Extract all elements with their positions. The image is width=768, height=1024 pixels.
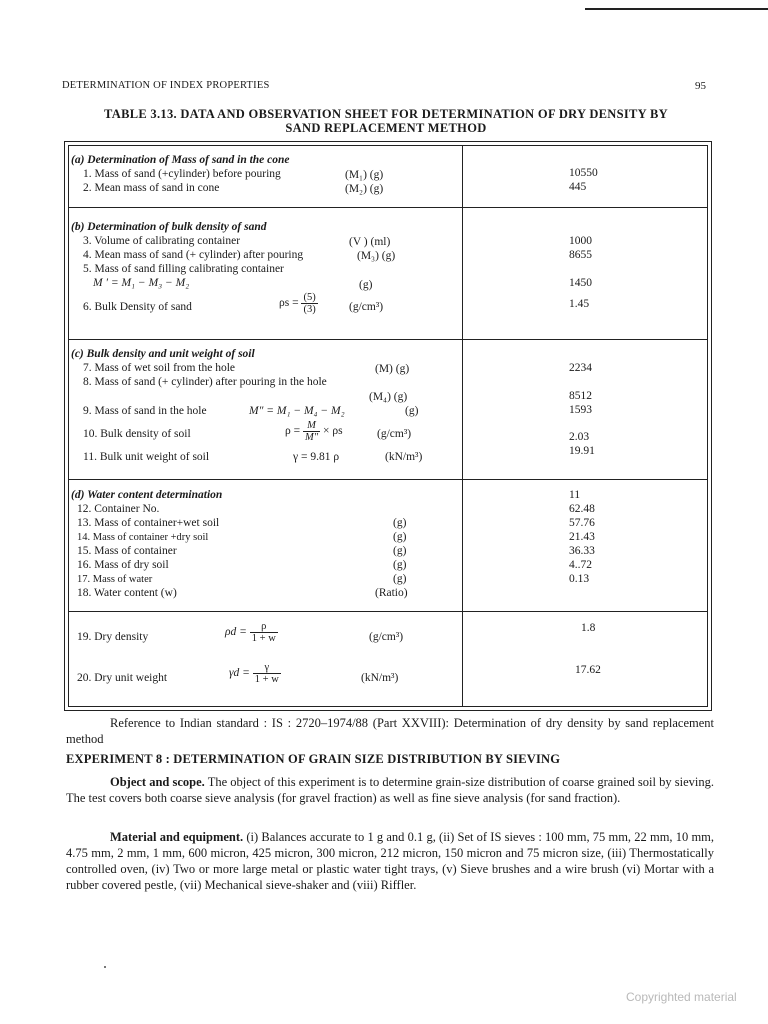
row-19-formula [225, 621, 278, 644]
row-20-value: 17.62 [575, 664, 601, 676]
row-14-label: 14. Mass of container +dry soil [77, 532, 209, 543]
row-5-label: 5. Mass of sand filling calibrating container [83, 263, 284, 275]
row-19-fraction-num: ρ [250, 621, 278, 633]
row-17-unit: (g) [393, 573, 407, 585]
row-19-label: 19. Dry density [77, 631, 149, 643]
row-13-value: 62.48 [569, 503, 595, 515]
row-10-label: 10. Bulk density of soil [83, 428, 191, 440]
row-7-unit: (M) (g) [375, 363, 410, 375]
row-6-formula [279, 292, 318, 315]
row-9-formula: M″ = M₁ − M₄ − M₂ [249, 405, 345, 417]
row-19-fraction [250, 621, 278, 644]
row-6-value: 1.45 [569, 298, 590, 310]
row-10-fraction-den: M″ [304, 432, 319, 443]
speck [104, 966, 106, 968]
row-8-value: 8512 [569, 390, 592, 402]
row-9-value: 1593 [569, 404, 592, 416]
row-13-unit: (g) [393, 517, 407, 529]
row-19-fraction-den: 1 + w [251, 633, 276, 644]
object-text: The object of this experiment is to determine grain-size distribution of coarse grained soil by sieving. The test covers both coarse sieve analysis (for gravel fraction) as well as fine sieve analysis (for sand fraction). [66, 775, 714, 805]
row-4-label: 4. Mean mass of sand (+ cylinder) after pouring [83, 249, 304, 261]
row-4-value: 8655 [569, 249, 592, 261]
row-10-unit: (g/cm³) [377, 428, 412, 440]
row-15-label: 15. Mass of container [77, 545, 177, 557]
table-caption-line2: SAND REPLACEMENT METHOD [285, 121, 487, 135]
row-6-fraction-num: (5) [303, 292, 316, 303]
row-15-value: 21.43 [569, 531, 595, 543]
row-9-label: 9. Mass of sand in the hole [83, 405, 207, 417]
row-20-fraction-num: γ [253, 662, 281, 674]
row-3-value: 1000 [569, 235, 592, 247]
row-20-fraction [253, 662, 281, 685]
reference-line2: by sand replacement method [66, 716, 715, 746]
page-number: 95 [695, 80, 706, 92]
row-6-fraction-den: (3) [303, 304, 316, 315]
row-20-unit: (kN/m³) [361, 672, 399, 684]
row-10-formula [285, 420, 343, 443]
row-11-formula: γ = 9.81 ρ [293, 451, 340, 463]
row-6-unit: (g/cm³) [349, 301, 384, 313]
row-3-unit: (V ) (ml) [349, 236, 391, 248]
row-8-unit: (M₄) (g) [369, 391, 408, 403]
material-text: (i) Balances accurate to 1 g and 0.1 g, (ii) Set of IS sieves : 100 mm, 75 mm, 22 mm, 10 mm, 4.75 mm, 2 mm, 1 mm, 600 micron, 425 micron, 300 micron, 212 micron, 150 micron and 75 micron size, (iii) Thermostatically controlled oven, (iv) Two or more large metal or plastic water tight trays, (v) Sieve brushes and a wire brush (vi) Mortar with a rubber covered pestle, (vii) Mechanical sieve-shaker and (viii) Riffler. [66, 830, 715, 892]
row-17-label: 17. Mass of water [77, 574, 153, 585]
row-2-label: 2. Mean mass of sand in cone [83, 182, 220, 194]
row-7-label: 7. Mass of wet soil from the hole [83, 362, 236, 374]
material-paragraph [66, 829, 714, 893]
row-3-label: 3. Volume of calibrating container [83, 235, 241, 247]
observation-table [64, 141, 712, 711]
row-6-fraction [301, 292, 317, 315]
row-20-formula-lhs: γd = [229, 667, 250, 679]
row-17-value: 4..72 [569, 559, 592, 571]
row-15-unit: (g) [393, 545, 407, 557]
row-16-value: 36.33 [569, 545, 595, 557]
row-18-unit: (Ratio) [375, 587, 408, 599]
section-divider-d [69, 611, 707, 612]
row-4-unit: (M₃) (g) [357, 250, 396, 262]
copyright-watermark: Copyrighted material [626, 990, 737, 1004]
row-12-label: 12. Container No. [77, 503, 160, 515]
row-1-unit: (M₁) (g) [345, 169, 384, 181]
row-19-unit: (g/cm³) [369, 631, 404, 643]
row-2-unit: (M₂) (g) [345, 183, 384, 195]
row-2-value: 445 [569, 181, 587, 193]
row-6-label: 6. Bulk Density of sand [83, 301, 192, 313]
row-18-label: 18. Water content (w) [77, 587, 177, 599]
top-rule [585, 8, 768, 10]
section-divider-a [69, 207, 707, 208]
row-6-formula-lhs: ρs = [279, 297, 299, 309]
table-caption-line1: TABLE 3.13. DATA AND OBSERVATION SHEET FOR DETERMINATION OF DRY DENSITY BY [104, 107, 668, 121]
material-heading: Material and equipment. [110, 830, 244, 844]
section-divider-b [69, 339, 707, 340]
row-20-fraction-den: 1 + w [254, 674, 279, 685]
row-16-unit: (g) [393, 559, 407, 571]
table-inner-frame [68, 145, 708, 707]
row-20-label: 20. Dry unit weight [77, 672, 168, 684]
row-13-label: 13. Mass of container+wet soil [77, 517, 220, 529]
reference-paragraph [66, 715, 714, 747]
row-12-value: 11 [569, 489, 581, 501]
row-5-unit: (g) [359, 279, 373, 291]
reference-line1: Reference to Indian standard : IS : 2720–1974/88 (Part XXVIII): Determination of dry density [110, 716, 604, 730]
row-19-value: 1.8 [581, 622, 596, 634]
row-1-label: 1. Mass of sand (+cylinder) before pouring [83, 168, 281, 180]
row-10-fraction [303, 420, 320, 443]
row-11-value: 19.91 [569, 445, 595, 457]
row-5-value: 1450 [569, 277, 592, 289]
row-10-formula-rhs: × ρs [322, 425, 343, 437]
section-a-heading: (a) Determination of Mass of sand in the cone [71, 154, 290, 166]
row-10-fraction-num: M [303, 420, 320, 432]
running-head: DETERMINATION OF INDEX PROPERTIES [62, 80, 270, 91]
row-19-formula-lhs: ρd = [225, 626, 247, 638]
row-8-label: 8. Mass of sand (+ cylinder) after pouring in the hole [83, 376, 327, 388]
section-divider-c [69, 479, 707, 480]
row-7-value: 2234 [569, 362, 592, 374]
experiment-heading: EXPERIMENT 8 : DETERMINATION OF GRAIN SIZE DISTRIBUTION BY SIEVING [66, 752, 561, 766]
row-16-label: 16. Mass of dry soil [77, 559, 169, 571]
column-divider [462, 146, 463, 706]
table-caption [66, 107, 706, 135]
section-c-heading: (c) Bulk density and unit weight of soil [71, 348, 255, 360]
row-11-label: 11. Bulk unit weight of soil [83, 451, 210, 463]
section-d-heading: (d) Water content determination [71, 489, 223, 501]
row-5-formula: M ′ = M₁ − M₃ − M₂ [93, 277, 190, 289]
section-b-heading: (b) Determination of bulk density of sand [71, 221, 267, 233]
row-10-value: 2.03 [569, 431, 590, 443]
object-heading: Object and scope. [110, 775, 205, 789]
row-14-unit: (g) [393, 531, 407, 543]
row-11-unit: (kN/m³) [385, 451, 423, 463]
row-10-formula-lhs: ρ = [285, 425, 301, 437]
row-14-value: 57.76 [569, 517, 595, 529]
row-9-unit: (g) [405, 405, 419, 417]
row-20-formula [229, 662, 281, 685]
object-paragraph [66, 774, 714, 806]
row-1-value: 10550 [569, 167, 598, 179]
row-18-value: 0.13 [569, 573, 590, 585]
